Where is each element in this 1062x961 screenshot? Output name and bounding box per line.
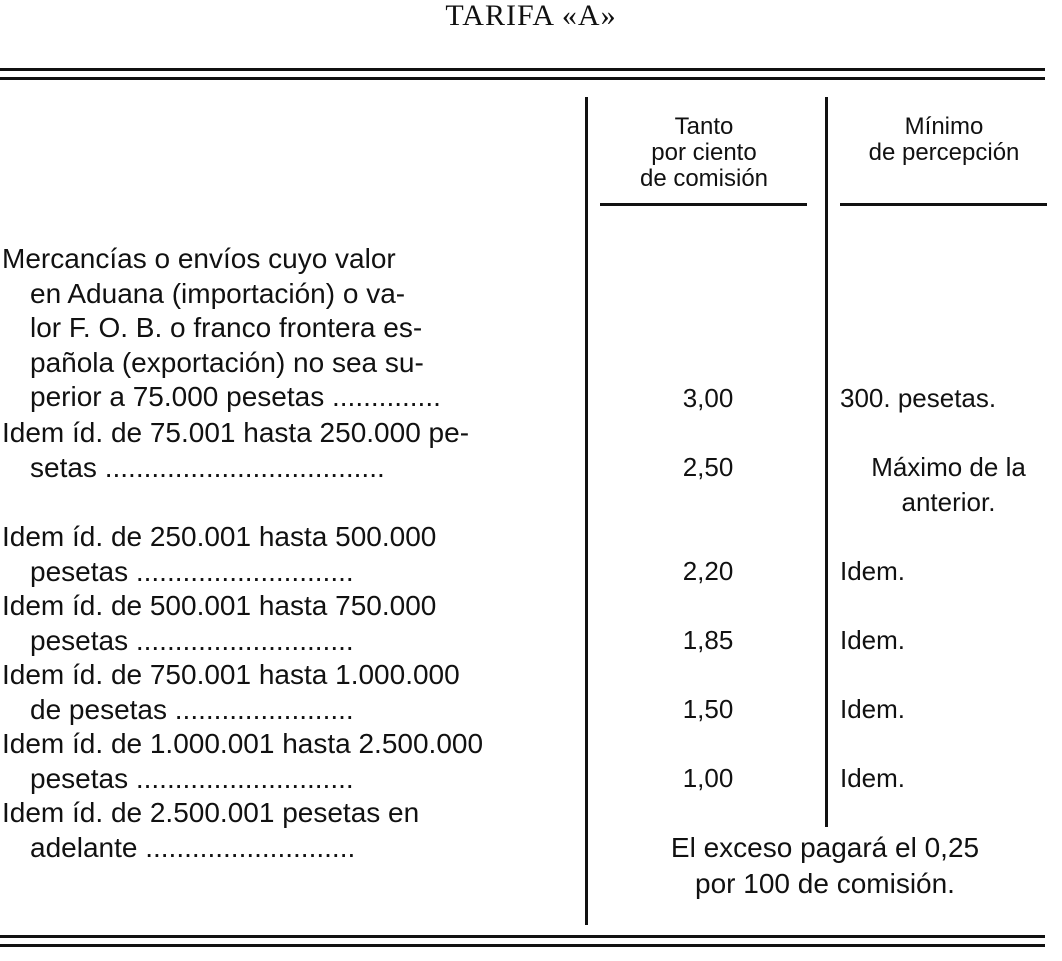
row-description xyxy=(2,520,572,589)
note-line: El exceso pagará el 0,25 xyxy=(670,832,980,863)
desc-line: Idem íd. de 500.001 hasta 750.000 xyxy=(2,590,437,621)
desc-line: Idem íd. de 750.001 hasta 1.000.000 xyxy=(2,659,460,690)
percent-header-underline xyxy=(600,203,807,206)
minimum-line: anterior. xyxy=(901,486,996,517)
desc-line: Mercancías o envíos cuyo valor xyxy=(2,243,396,274)
desc-line: Idem íd. de 250.001 hasta 500.000 xyxy=(2,521,437,552)
desc-line: Idem íd. de 1.000.001 hasta 2.500.000 xyxy=(2,728,484,759)
percent-header-line: de comisión xyxy=(639,165,769,192)
row-description xyxy=(2,242,572,415)
percent-header-line: Tanto xyxy=(674,113,734,140)
desc-line: pañola (exportación) no sea su- xyxy=(30,346,424,378)
commission-percent: 1,50 xyxy=(682,694,734,724)
row-description xyxy=(2,796,572,865)
desc-line: pesetas ............................ xyxy=(30,762,354,794)
commission-percent: 1,00 xyxy=(682,763,734,793)
desc-line: en Aduana (importación) o va- xyxy=(30,277,406,309)
desc-line: pesetas ............................ xyxy=(30,555,354,587)
excess-note xyxy=(600,830,1050,902)
commission-percent: 3,00 xyxy=(682,383,734,413)
note-line: por 100 de comisión. xyxy=(695,868,955,899)
commission-percent: 1,85 xyxy=(682,625,734,655)
page-title: TARIFA «A» xyxy=(445,0,617,32)
desc-line: setas .................................... xyxy=(30,451,385,483)
bottom-rule-2 xyxy=(0,944,1045,947)
minimum-header-underline xyxy=(840,203,1047,206)
desc-line: lor F. O. B. o franco frontera es- xyxy=(30,312,423,343)
minimum-value: Idem. xyxy=(840,625,906,655)
desc-line: perior a 75.000 pesetas .............. xyxy=(30,381,441,412)
commission-percent: 2,50 xyxy=(682,452,734,482)
row-description xyxy=(2,658,572,727)
commission-percent: 2,20 xyxy=(682,556,734,586)
desc-line: pesetas ............................ xyxy=(30,624,354,656)
row-description xyxy=(2,727,572,796)
minimum-header-line: de percepción xyxy=(868,139,1020,166)
column-separator-right xyxy=(825,97,828,827)
percent-header-line: por ciento xyxy=(651,139,757,166)
minimum-header-line: Mínimo xyxy=(904,113,984,140)
desc-line: adelante ........................... xyxy=(30,831,356,863)
column-separator-left xyxy=(585,97,588,925)
top-rule-1 xyxy=(0,68,1045,71)
minimum-column-header xyxy=(838,114,1050,166)
minimum-line: Máximo de la xyxy=(871,452,1026,482)
bottom-rule-1 xyxy=(0,935,1045,938)
desc-line: de pesetas ....................... xyxy=(30,693,354,725)
desc-line: Idem íd. de 75.001 hasta 250.000 pe- xyxy=(2,417,470,448)
row-description xyxy=(2,589,572,658)
percent-column-header xyxy=(598,114,810,192)
row-description xyxy=(2,416,572,485)
minimum-value: Idem. xyxy=(840,556,906,586)
minimum-value: Idem. xyxy=(840,694,906,724)
desc-line: Idem íd. de 2.500.001 pesetas en xyxy=(2,797,420,828)
minimum-value xyxy=(835,450,1062,519)
minimum-value: 300. pesetas. xyxy=(840,383,997,413)
minimum-value: Idem. xyxy=(840,763,906,793)
top-rule-2 xyxy=(0,77,1045,80)
